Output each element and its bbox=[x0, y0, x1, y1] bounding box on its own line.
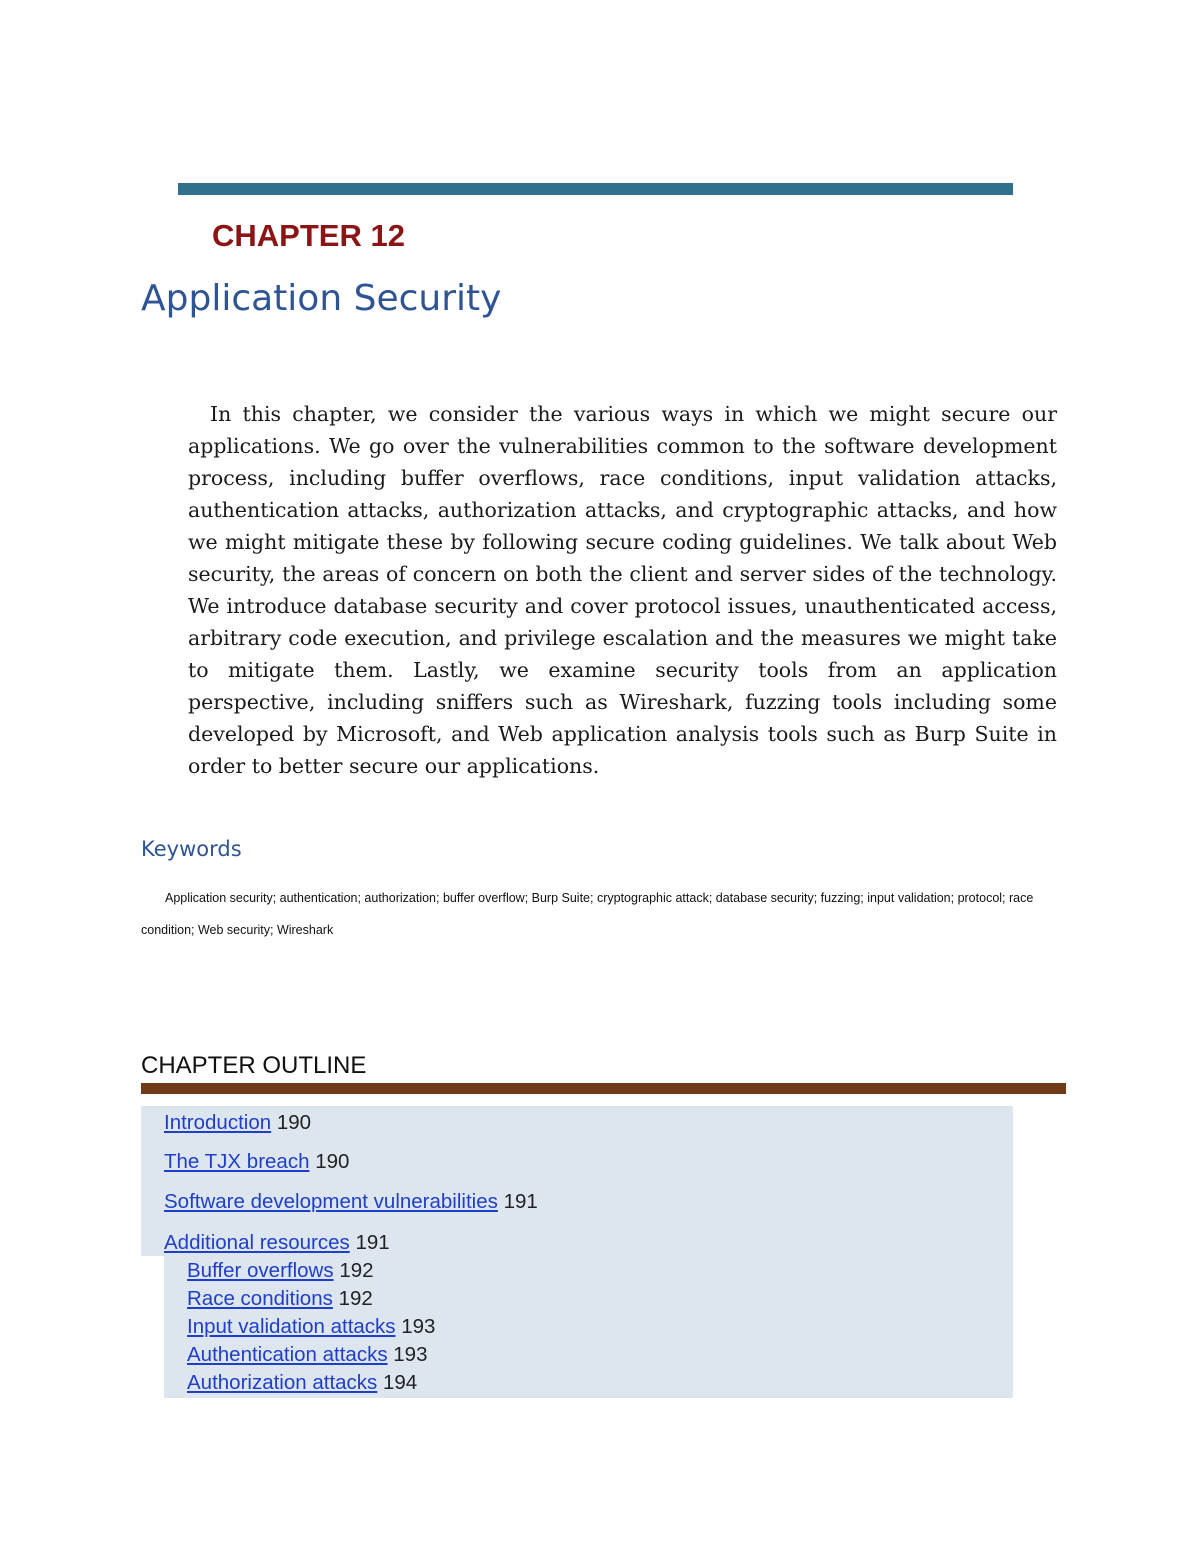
toc-link-tjx-breach[interactable]: The TJX breach bbox=[164, 1150, 310, 1173]
toc-entry bbox=[164, 1231, 390, 1255]
toc-page-number: 193 bbox=[401, 1315, 436, 1338]
toc-page-number: 190 bbox=[276, 1111, 312, 1134]
toc-entry bbox=[164, 1111, 311, 1135]
chapter-abstract: In this chapter, we consider the various ways in which we might secure our applications. We go over the vulnerabilities common to the software development process, including buffer overflows, race conditions, input validation attacks, authentication attacks, authorization attacks, and cryptographic attacks, and how we might mitigate these by following secure coding guidelines. We talk about Web security, the areas of concern on both the client and server sides of the technology. We introduce database security and cover protocol issues, unauthenticated access, arbitrary code execution, and privilege escalation and the measures we might take to mitigate them. Lastly, we examine security tools from an application perspective, including sniffers such as Wireshark, fuzzing tools including some developed by Microsoft, and Web application analysis tools such as Burp Suite in order to better secure our applications. bbox=[188, 402, 1057, 778]
outline-panel-notch bbox=[141, 1106, 164, 1256]
toc-link-software-development-vulnerabilities[interactable]: Software development vulnerabilities bbox=[164, 1190, 498, 1213]
keywords-list: Application security; authentication; authorization; buffer overflow; Burp Suite; cryptographic attack; database security; fuzzing; input validation; protocol; race condition; Web security; Wireshark bbox=[141, 891, 1034, 937]
toc-page-number: 192 bbox=[339, 1259, 374, 1282]
keywords-heading: Keywords bbox=[141, 837, 242, 861]
top-divider-rule bbox=[178, 183, 1013, 195]
toc-entry bbox=[187, 1343, 428, 1367]
toc-link-race-conditions[interactable]: Race conditions bbox=[187, 1287, 333, 1310]
toc-link-introduction[interactable]: Introduction bbox=[164, 1111, 272, 1134]
toc-page-number: 192 bbox=[338, 1287, 373, 1310]
toc-entry bbox=[187, 1287, 373, 1311]
toc-link-authorization-attacks[interactable]: Authorization attacks bbox=[187, 1371, 378, 1394]
toc-entry bbox=[164, 1150, 349, 1174]
toc-page-number: 191 bbox=[503, 1190, 538, 1213]
outline-divider-rule bbox=[141, 1083, 1066, 1094]
toc-entry bbox=[187, 1259, 374, 1283]
toc-page-number: 191 bbox=[355, 1231, 390, 1254]
toc-page-number: 194 bbox=[383, 1371, 418, 1394]
toc-entry bbox=[187, 1315, 435, 1339]
toc-link-additional-resources[interactable]: Additional resources bbox=[164, 1231, 350, 1254]
toc-page-number: 190 bbox=[315, 1150, 350, 1173]
toc-link-buffer-overflows[interactable]: Buffer overflows bbox=[187, 1259, 334, 1282]
chapter-title: Application Security bbox=[141, 278, 502, 319]
toc-link-authentication-attacks[interactable]: Authentication attacks bbox=[187, 1343, 388, 1366]
chapter-number: CHAPTER 12 bbox=[212, 218, 405, 253]
outline-heading: CHAPTER OUTLINE bbox=[141, 1052, 367, 1079]
toc-page-number: 193 bbox=[393, 1343, 428, 1366]
toc-entry bbox=[187, 1371, 417, 1395]
toc-link-input-validation-attacks[interactable]: Input validation attacks bbox=[187, 1315, 396, 1338]
toc-entry bbox=[164, 1190, 538, 1214]
